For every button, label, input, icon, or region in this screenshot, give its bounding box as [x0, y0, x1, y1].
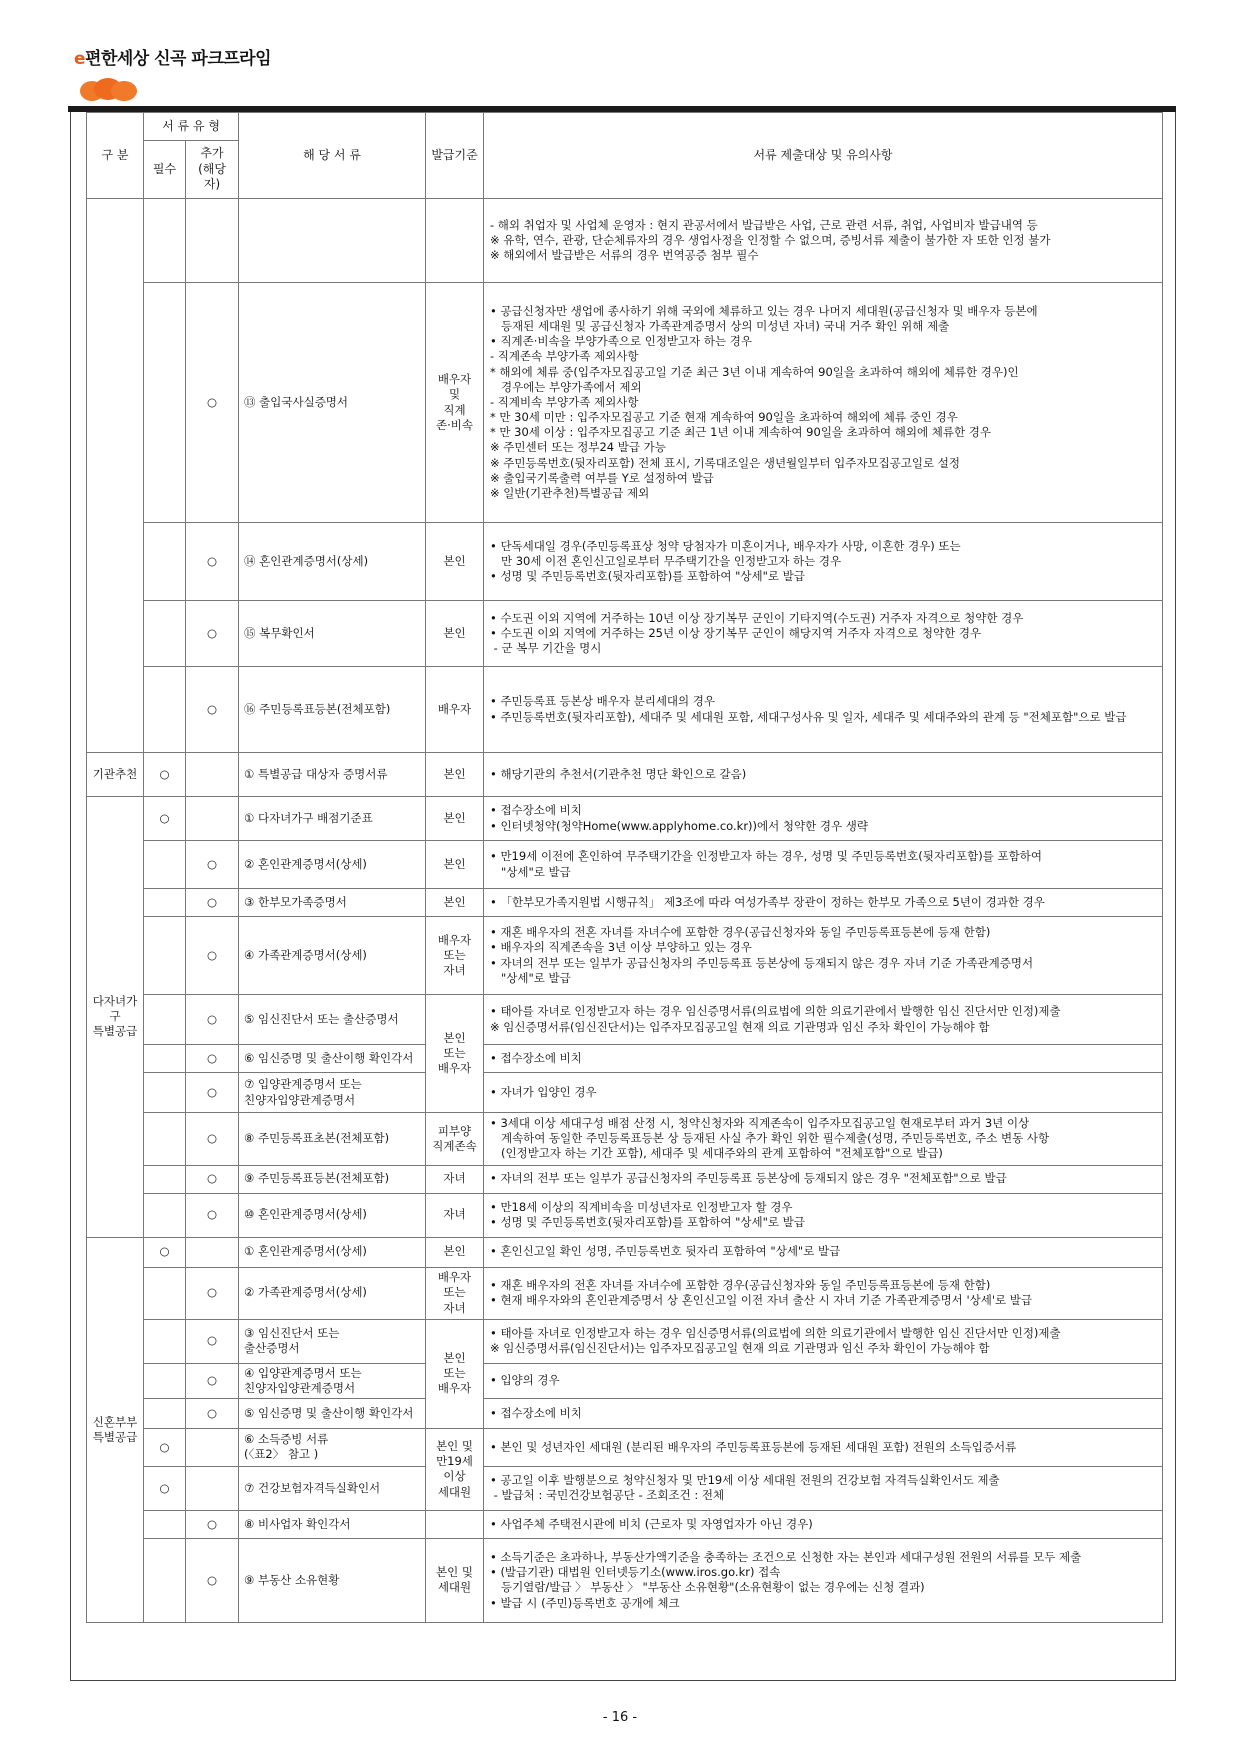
note-line: ※ 주민센터 또는 정부24 발급 가능 [490, 440, 666, 455]
issue-basis: 본인 및 세대원 [426, 1538, 484, 1622]
required-mark [144, 917, 186, 995]
required-mark [144, 523, 186, 601]
note-line: • 재혼 배우자의 전혼 자녀를 자녀수에 포함한 경우(공급신청자와 동일 주민등록표등본에 등재 한함) [490, 1277, 991, 1292]
table-row [87, 1113, 1163, 1166]
note-line: • 만18세 이상의 직계비속을 미성년자로 인정받고자 할 경우 [490, 1199, 793, 1214]
document-name: ⑩ 혼인관계증명서(상세) [239, 1193, 426, 1237]
required-mark [144, 1363, 186, 1398]
category-cell: 신혼부부 특별공급 [87, 1237, 144, 1622]
required-mark [144, 1398, 186, 1428]
additional-mark [186, 199, 239, 283]
brand-name: 편한세상 신곡 파크프라임 [85, 49, 272, 69]
note-line: * 해외에 체류 중(입주자모집공고일 기준 최근 3년 이내 계속하여 90일을 초과하여 해외에 체류한 경우)인 [490, 364, 1019, 379]
document-name: ① 특별공급 대상자 증명서류 [239, 753, 426, 797]
issue-basis: 자녀 [426, 1193, 484, 1237]
additional-mark [186, 1466, 239, 1510]
note-line: 만 30세 이전 혼인신고일로부터 무주택기간을 인정받고자 하는 경우 [490, 553, 842, 568]
notes-cell [484, 601, 1163, 667]
notes-cell [484, 917, 1163, 995]
note-line: * 만 30세 이상 : 입주자모집공고 기준 최근 1년 이내 계속하여 90일을 초과하여 해외에 체류한 경우 [490, 425, 991, 440]
required-mark [144, 1045, 186, 1073]
notes-cell [484, 1267, 1163, 1319]
document-name: ⑥ 소득증빙 서류 (〈표2〉 참고 ) [239, 1428, 426, 1466]
table-row [87, 1466, 1163, 1510]
issue-basis [426, 1510, 484, 1538]
notes-cell [484, 1428, 1163, 1466]
note-line: - 직계비속 부양가족 제외사항 [490, 394, 639, 409]
note-line: • 주민등록번호(뒷자리포함), 세대주 및 세대원 포함, 세대구성사유 및 일자, 세대주 및 세대주와의 관계 등 "전체포함"으로 발급 [490, 709, 1127, 724]
page-number: - 16 - [602, 1710, 638, 1725]
table-row [87, 1045, 1163, 1073]
note-line: ※ 출입국기록출력 여부를 Y로 설정하여 발급 [490, 470, 714, 485]
table-row [87, 523, 1163, 601]
header-issue-basis: 발급기준 [426, 113, 484, 199]
issue-basis: 본인 [426, 889, 484, 917]
note-line: • 사업주체 주택전시관에 비치 (근로자 및 자영업자가 아닌 경우) [490, 1516, 813, 1531]
notes-cell [484, 523, 1163, 601]
document-name: ⑨ 부동산 소유현황 [239, 1538, 426, 1622]
required-mark [144, 1165, 186, 1193]
additional-mark: ○ [186, 1113, 239, 1166]
notes-cell [484, 1045, 1163, 1073]
note-line: • 해당기관의 추천서(기관추천 명단 확인으로 갈음) [490, 766, 747, 781]
note-line: ※ 유학, 연수, 관광, 단순체류자의 경우 생업사정을 인정할 수 없으며, 증빙서류 제출이 불가한 자 또한 인정 불가 [490, 232, 1051, 247]
notes-cell [484, 283, 1163, 523]
note-line: • 인터넷청약(청약Home(www.applyhome.co.kr))에서 청약한 경우 생략 [490, 818, 868, 833]
note-line: • 자녀가 입양인 경우 [490, 1084, 597, 1099]
required-mark [144, 283, 186, 523]
document-name: ⑧ 주민등록표초본(전체포함) [239, 1113, 426, 1166]
category-cell: 기관추천 [87, 753, 144, 797]
note-line: • 수도권 이외 지역에 거주하는 10년 이상 장기복무 군인이 기타지역(수도권) 거주자 자격으로 청약한 경우 [490, 610, 1024, 625]
table-row [87, 1363, 1163, 1398]
issue-basis: 본인 [426, 797, 484, 841]
note-line: • 재혼 배우자의 전혼 자녀를 자녀수에 포함한 경우(공급신청자와 동일 주민등록표등본에 등재 한함) [490, 925, 991, 940]
document-name: ⑧ 비사업자 확인각서 [239, 1510, 426, 1538]
notes-cell [484, 199, 1163, 283]
document-name [239, 199, 426, 283]
note-line: • 성명 및 주민등록번호(뒷자리포함)를 포함하여 "상세"로 발급 [490, 569, 805, 584]
required-mark [144, 199, 186, 283]
header-doc-type: 서 류 유 형 [144, 113, 239, 141]
notes-cell [484, 889, 1163, 917]
required-mark [144, 995, 186, 1045]
required-mark [144, 1113, 186, 1166]
note-line: • 「한부모가족지원법 시행규칙」 제3조에 따라 여성가족부 장관이 정하는 한부모 가족으로 5년이 경과한 경우 [490, 894, 1045, 909]
table-row [87, 667, 1163, 753]
documents-table [86, 112, 1163, 1623]
brand-prefix: e [74, 49, 86, 69]
document-name: ③ 임신진단서 또는 출산증명서 [239, 1319, 426, 1363]
notes-cell [484, 1073, 1163, 1113]
required-mark [144, 1538, 186, 1622]
notes-cell [484, 841, 1163, 889]
additional-mark: ○ [186, 1363, 239, 1398]
required-mark [144, 1510, 186, 1538]
note-line: • 태아를 자녀로 인정받고자 하는 경우 임신증명서류(의료법에 의한 의료기관에서 발행한 임신 진단서만 인정)제출 [490, 1325, 1061, 1340]
header-notes: 서류 제출대상 및 유의사항 [484, 113, 1163, 199]
note-line: • 접수장소에 비치 [490, 1405, 582, 1420]
required-mark [144, 889, 186, 917]
note-line: • 만19세 이전에 혼인하여 무주택기간을 인정받고자 하는 경우, 성명 및 주민등록번호(뒷자리포함)를 포함하여 [490, 849, 1042, 864]
document-name: ② 가족관계증명서(상세) [239, 1267, 426, 1319]
notes-cell [484, 1363, 1163, 1398]
document-name: ⑥ 임신증명 및 출산이행 확인각서 [239, 1045, 426, 1073]
note-line: • 자녀의 전부 또는 일부가 공급신청자의 주민등록표 등본상에 등재되지 않은 경우 자녀 기준 가족관계증명서 [490, 955, 1034, 970]
note-line: • 혼인신고일 확인 성명, 주민등록번호 뒷자리 포함하여 "상세"로 발급 [490, 1244, 841, 1259]
additional-mark: ○ [186, 917, 239, 995]
note-line: • 성명 및 주민등록번호(뒷자리포함)를 포함하여 "상세"로 발급 [490, 1215, 805, 1230]
note-line: - 발급처 : 국민건강보험공단 - 조회조건 : 전체 [490, 1488, 725, 1503]
note-line: • 공고일 이후 발행분으로 청약신청자 및 만19세 이상 세대원 전원의 건강보험 자격득실확인서도 제출 [490, 1473, 1000, 1488]
note-line: • 직계존·비속을 부양가족으로 인정받고자 하는 경우 [490, 334, 753, 349]
notes-cell [484, 1193, 1163, 1237]
table-row [87, 1165, 1163, 1193]
note-line: * 만 30세 미만 : 입주자모집공고 기준 현재 계속하여 90일을 초과하여 해외에 체류 중인 경우 [490, 410, 958, 425]
note-line: - 직계존속 부양가족 제외사항 [490, 349, 639, 364]
additional-mark [186, 797, 239, 841]
required-mark [144, 601, 186, 667]
notes-cell [484, 797, 1163, 841]
additional-mark [186, 753, 239, 797]
notes-cell [484, 1466, 1163, 1510]
additional-mark: ○ [186, 1538, 239, 1622]
note-line: 계속하여 동일한 주민등록표등본 상 등재된 사실 추가 확인 위한 필수제출(성명, 주민등록번호, 주소 변동 사항 [490, 1131, 1050, 1146]
notes-cell [484, 753, 1163, 797]
note-line: "상세"로 발급 [490, 864, 571, 879]
document-name: ③ 한부모가족증명서 [239, 889, 426, 917]
note-line: ※ 일반(기관추천)특별공급 제외 [490, 485, 650, 500]
notes-cell [484, 1237, 1163, 1267]
document-name: ① 혼인관계증명서(상세) [239, 1237, 426, 1267]
required-mark [144, 1319, 186, 1363]
table-row [87, 1073, 1163, 1113]
issue-basis: 본인 또는 배우자 [426, 1319, 484, 1428]
issue-basis: 배우자 [426, 667, 484, 753]
header-additional: 추가 (해당자) [186, 141, 239, 199]
issue-basis: 본인 [426, 523, 484, 601]
table-row [87, 1538, 1163, 1622]
category-cell: 다자녀가구 특별공급 [87, 797, 144, 1238]
table-row [87, 917, 1163, 995]
additional-mark: ○ [186, 1045, 239, 1073]
table-row [87, 1319, 1163, 1363]
document-name: ④ 가족관계증명서(상세) [239, 917, 426, 995]
additional-mark: ○ [186, 841, 239, 889]
note-line: • 수도권 이외 지역에 거주하는 25년 이상 장기복무 군인이 해당지역 거주자 자격으로 청약한 경우 [490, 625, 982, 640]
issue-basis [426, 199, 484, 283]
note-line: - 군 복무 기간을 명시 [490, 641, 602, 656]
additional-mark: ○ [186, 601, 239, 667]
note-line: • 소득기준은 초과하나, 부동산가액기준을 충족하는 조건으로 신청한 자는 본인과 세대구성원 전원의 서류를 모두 제출 [490, 1550, 1082, 1565]
required-mark: ○ [144, 1428, 186, 1466]
category-cell [87, 199, 144, 753]
issue-basis: 본인 [426, 841, 484, 889]
notes-cell [484, 1165, 1163, 1193]
note-line: • 현재 배우자와의 혼인관계증명서 상 혼인신고일 이전 자녀 출산 시 자녀 기준 가족관계증명서 '상세'로 발급 [490, 1293, 1032, 1308]
table-row [87, 797, 1163, 841]
note-line: 등재된 세대원 및 공급신청자 가족관계증명서 상의 미성년 자녀) 국내 거주 확인 위해 제출 [490, 319, 950, 334]
brand-logo-icon [78, 76, 140, 104]
required-mark [144, 1267, 186, 1319]
header-category: 구 분 [87, 113, 144, 199]
table-row [87, 1510, 1163, 1538]
issue-basis: 자녀 [426, 1165, 484, 1193]
issue-basis: 배우자 또는 자녀 [426, 917, 484, 995]
brand-title [74, 44, 271, 69]
note-line: ※ 임신증명서류(임신진단서)는 입주자모집공고일 현재 의료 기관명과 임신 주차 확인이 가능해야 함 [490, 1341, 990, 1356]
table-row [87, 1398, 1163, 1428]
additional-mark: ○ [186, 995, 239, 1045]
header-document: 해 당 서 류 [239, 113, 426, 199]
document-name: ⑭ 혼인관계증명서(상세) [239, 523, 426, 601]
table-row [87, 199, 1163, 283]
document-name: ② 혼인관계증명서(상세) [239, 841, 426, 889]
issue-basis: 본인 [426, 601, 484, 667]
note-line: • 자녀의 전부 또는 일부가 공급신청자의 주민등록표 등본상에 등재되지 않은 경우 "전체포함"으로 발급 [490, 1171, 1007, 1186]
additional-mark: ○ [186, 889, 239, 917]
table-row [87, 889, 1163, 917]
note-line: • 공급신청자만 생업에 종사하기 위해 국외에 체류하고 있는 경우 나머지 세대원(공급신청자 및 배우자 등본에 [490, 303, 1038, 318]
required-mark [144, 1193, 186, 1237]
required-mark: ○ [144, 797, 186, 841]
note-line: ※ 주민등록번호(뒷자리포함) 전체 표시, 기록대조일은 생년월일부터 입주자모집공고일로 설정 [490, 455, 960, 470]
additional-mark [186, 1428, 239, 1466]
table-row [87, 1428, 1163, 1466]
note-line: • 주민등록표 등본상 배우자 분리세대의 경우 [490, 694, 716, 709]
table-row [87, 841, 1163, 889]
document-name: ⑯ 주민등록표등본(전체포함) [239, 667, 426, 753]
document-name: ⑤ 임신진단서 또는 출산증명서 [239, 995, 426, 1045]
issue-basis: 배우자 및 직계 존·비속 [426, 283, 484, 523]
note-line: • 배우자의 직계존속을 3년 이상 부양하고 있는 경우 [490, 940, 752, 955]
note-line: ※ 임신증명서류(임신진단서)는 입주자모집공고일 현재 의료 기관명과 임신 주차 확인이 가능해야 함 [490, 1019, 990, 1034]
document-name: ⑤ 임신증명 및 출산이행 확인각서 [239, 1398, 426, 1428]
additional-mark: ○ [186, 667, 239, 753]
issue-basis: 본인 [426, 753, 484, 797]
table-row [87, 753, 1163, 797]
required-mark [144, 667, 186, 753]
notes-cell [484, 1319, 1163, 1363]
additional-mark: ○ [186, 1510, 239, 1538]
required-mark: ○ [144, 1466, 186, 1510]
issue-basis: 본인 및 만19세 이상 세대원 [426, 1428, 484, 1510]
document-name: ④ 입양관계증명서 또는 친양자입양관계증명서 [239, 1363, 426, 1398]
required-mark: ○ [144, 753, 186, 797]
required-mark [144, 1073, 186, 1113]
notes-cell [484, 1398, 1163, 1428]
note-line: • 본인 및 성년자인 세대원 (분리된 배우자의 주민등록표등본에 등재된 세대원 포함) 전원의 소득입증서류 [490, 1439, 1017, 1454]
document-name: ⑨ 주민등록표등본(전체포함) [239, 1165, 426, 1193]
notes-cell [484, 1510, 1163, 1538]
note-line: • (발급기관) 대법원 인터넷등기소(www.iros.go.kr) 접속 [490, 1565, 781, 1580]
note-line: • 3세대 이상 세대구성 배점 산정 시, 청약신청자와 직계존속이 입주자모집공고일 현재로부터 과거 3년 이상 [490, 1116, 1030, 1130]
additional-mark: ○ [186, 1398, 239, 1428]
additional-mark: ○ [186, 283, 239, 523]
note-line: - 해외 취업자 및 사업체 운영자 : 현지 관공서에서 발급받은 사업, 근로 관련 서류, 취업, 사업비자 발급내역 등 [490, 217, 1038, 232]
note-line: • 단독세대일 경우(주민등록표상 청약 당첨자가 미혼이거나, 배우자가 사망, 이혼한 경우) 또는 [490, 538, 961, 553]
additional-mark: ○ [186, 1319, 239, 1363]
document-name: ⑦ 건강보험자격득실확인서 [239, 1466, 426, 1510]
table-row [87, 1267, 1163, 1319]
table-row [87, 995, 1163, 1045]
issue-basis: 배우자 또는 자녀 [426, 1267, 484, 1319]
note-line: • 발급 시 (주민)등록번호 공개에 체크 [490, 1595, 680, 1610]
issue-basis: 본인 또는 배우자 [426, 995, 484, 1113]
note-line: • 접수장소에 비치 [490, 803, 582, 818]
note-line: ※ 해외에서 발급받은 서류의 경우 번역공증 첨부 필수 [490, 248, 759, 263]
note-line: "상세"로 발급 [490, 970, 571, 985]
notes-cell [484, 1538, 1163, 1622]
document-name: ① 다자녀가구 배점기준표 [239, 797, 426, 841]
note-line: • 입양의 경우 [490, 1373, 560, 1388]
table-row [87, 283, 1163, 523]
note-line: (인정받고자 하는 기간 포함), 세대주 및 세대주와의 관계 포함하여 "전체포함"으로 발급) [490, 1146, 943, 1161]
required-mark [144, 841, 186, 889]
table-row [87, 1193, 1163, 1237]
notes-cell [484, 667, 1163, 753]
header-required: 필수 [144, 141, 186, 199]
additional-mark [186, 1237, 239, 1267]
issue-basis: 피부양 직계존속 [426, 1113, 484, 1166]
additional-mark: ○ [186, 523, 239, 601]
notes-cell [484, 1113, 1163, 1166]
table-row [87, 1237, 1163, 1267]
document-name: ⑬ 출입국사실증명서 [239, 283, 426, 523]
note-line: • 태아를 자녀로 인정받고자 하는 경우 임신증명서류(의료법에 의한 의료기관에서 발행한 임신 진단서만 인정)제출 [490, 1004, 1061, 1019]
additional-mark: ○ [186, 1165, 239, 1193]
issue-basis: 본인 [426, 1237, 484, 1267]
additional-mark: ○ [186, 1073, 239, 1113]
table-row [87, 601, 1163, 667]
note-line: 등기열람/발급 〉 부동산 〉 "부동산 소유현황"(소유현황이 없는 경우에는 신청 결과) [490, 1580, 925, 1595]
note-line: 경우에는 부양가족에서 제외 [490, 379, 642, 394]
additional-mark: ○ [186, 1193, 239, 1237]
required-mark: ○ [144, 1237, 186, 1267]
notes-cell [484, 995, 1163, 1045]
document-name: ⑮ 복무확인서 [239, 601, 426, 667]
note-line: • 접수장소에 비치 [490, 1050, 582, 1065]
additional-mark: ○ [186, 1267, 239, 1319]
document-name: ⑦ 입양관계증명서 또는 친양자입양관계증명서 [239, 1073, 426, 1113]
